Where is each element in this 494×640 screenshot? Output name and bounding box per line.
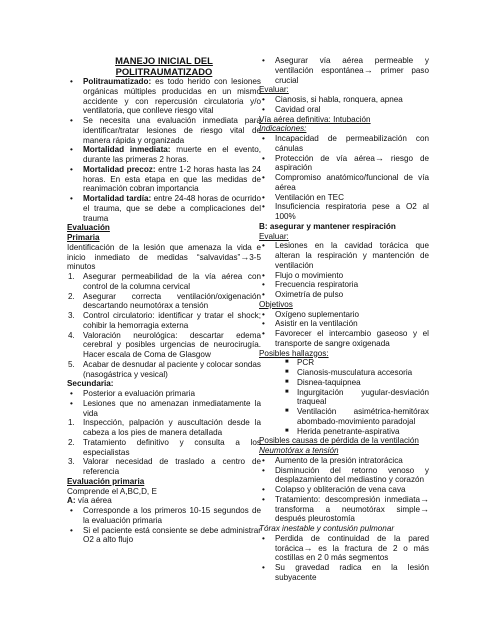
- list-item: • Mortalidad inmediata: muerte en el evento, durante las primeras 2 horas.: [67, 145, 261, 165]
- list-item: • Su gravedad radica en la lesión subyacente: [259, 563, 429, 583]
- evaluar-list: [259, 95, 429, 115]
- list-item: ■ PCR: [259, 358, 429, 368]
- list-item: • Corresponde a los primeros 10-15 segundos de la evaluación primaria: [67, 506, 261, 526]
- objetivos-heading: Objetivos: [259, 299, 293, 309]
- list-item: • Politraumatizado: es todo herido con lesiones orgánicas múltiples producidas en un mismo accidente y con repercusión circulatoria y/o ventilatoria, que conlleve riesgo vital: [67, 77, 261, 116]
- list-item: • Compromiso anatómico/funcional de vía aérea: [259, 173, 429, 193]
- definitions-list: [67, 77, 261, 223]
- top-bullets: [259, 56, 429, 85]
- list-item: • Colapso y obliteración de vena cava: [259, 485, 429, 495]
- list-item: • Flujo o movimiento: [259, 271, 429, 281]
- list-item: 1. Asegurar permeabilidad de la vía aérea con control de la columna cervical: [68, 272, 261, 291]
- primaria-steps: [67, 272, 261, 379]
- list-item: • Posterior a evaluación primaria: [67, 389, 261, 399]
- hallazgos-list: [259, 358, 429, 436]
- right-column: [259, 56, 429, 583]
- list-item: ■ Cianosis-musculatura accesoria: [259, 368, 429, 378]
- list-item: ■ Disnea-taquipnea: [259, 378, 429, 388]
- list-item: • Disminución del retorno venoso y desplazamiento del mediastino y corazón: [259, 466, 429, 486]
- neumotorax-list: [259, 456, 429, 524]
- list-item: ■ Ventilación asimétrica-hemitórax abombado-movimiento paradojal: [259, 407, 429, 427]
- list-item: 2. Tratamiento definitivo y consulta a los especialistas: [68, 437, 261, 457]
- document-title-line-2: POLITRAUMATIZADO: [115, 65, 213, 77]
- list-item: • Lesiones en la cavidad torácica que alteran la respiración y mantención de ventilación: [259, 241, 429, 270]
- arrow-right-icon: →: [303, 542, 313, 553]
- arrow-right-icon: →: [240, 251, 250, 262]
- document-title-line-1: MANEJO INICIAL DEL: [115, 55, 213, 66]
- section-heading-primaria: Primaria: [67, 233, 100, 242]
- list-item: • Oximetría de pulso: [259, 290, 429, 300]
- list-item: • Cavidad oral: [259, 105, 429, 115]
- list-item: • Insuficiencia respiratoria pese a O2 al 100%: [259, 202, 429, 222]
- torax-heading: Tórax inestable y contusión pulmonar: [259, 524, 395, 533]
- list-item: 3. Valorar necesidad de traslado a centro de referencia: [68, 457, 261, 476]
- hallazgos-heading: Posibles hallazgos:: [259, 348, 329, 358]
- list-item: • Incapacidad de permeabilización con cánulas: [259, 134, 429, 154]
- list-item: • Tratamiento: descompresión inmediata→ transforma a neumotórax simple→ después pleurostomía: [259, 495, 429, 524]
- list-item: • Favorecer el intercambio gaseoso y el transporte de sangre oxigenada: [259, 329, 429, 349]
- secundaria-bullets: [67, 389, 261, 418]
- list-item: • Mortalidad tardía: entre 24-48 horas de ocurrido el trauma, que se debe a complicaciones del trauma: [67, 194, 261, 223]
- arrow-right-icon: →: [420, 493, 429, 504]
- section-heading-evaluacion-primaria: Evaluación primaria: [67, 476, 145, 486]
- secundaria-steps: [67, 418, 261, 477]
- arrow-right-icon: →: [363, 64, 373, 75]
- list-item: 2. Asegurar correcta ventilación/oxigenación descartando neumotórax a tensión: [68, 291, 261, 311]
- evaluar-list-2: [259, 241, 429, 300]
- list-item: 1. Inspección, palpación y auscultación desde la cabeza a los pies de manera detallada: [68, 418, 261, 437]
- list-item: • Frecuencia respiratoria: [259, 280, 429, 290]
- section-heading-evaluacion: Evaluación: [67, 223, 110, 233]
- torax-list: [259, 534, 429, 583]
- list-item: 4. Valoración neurológica: descartar edema cerebral y posibles urgencias de neurocirugía. Hacer escala de Coma de Glasgow: [68, 330, 261, 359]
- list-item: • Mortalidad precoz: entre 1-2 horas hasta las 24 horas. En esta etapa en que las medidas de reanimación cobran importancia: [67, 165, 261, 194]
- section-heading-secundaria: Secundaria:: [67, 379, 114, 389]
- a-bullets: [67, 506, 261, 545]
- via-aerea-definitiva-heading: Vía aérea definitiva: Intubación: [259, 114, 371, 124]
- indicaciones-heading: Indicaciones:: [259, 124, 307, 134]
- primaria-intro: Identificación de la lesión que amenaza la vida e inicio inmediato de medidas “salvavidas”→3-5 minutos: [67, 242, 261, 272]
- list-item: • Ventilación en TEC: [259, 193, 429, 203]
- indicaciones-list: [259, 134, 429, 222]
- list-item: 3. Control circulatorio: identificar y tratar el shock; cohibir la hemorragia externa: [68, 311, 261, 330]
- list-item: • Perdida de continuidad de la pared torácica→ es la fractura de 2 o más costillas en 2 0 más segmentos: [259, 534, 429, 563]
- list-item: 5. Acabar de desnudar al paciente y colocar sondas (nasogástrica y vesical): [68, 359, 261, 379]
- list-item: • Asegurar vía aérea permeable y ventilación espontánea→ primer paso crucial: [259, 56, 429, 85]
- a-heading: A: vía aérea: [67, 496, 112, 506]
- b-heading: B: asegurar y mantener respiración: [259, 221, 396, 231]
- causas-heading: Posibles causas de pérdida de la ventilación: [259, 436, 419, 446]
- list-item: • Protección de vía aérea→ riesgo de aspiración: [259, 154, 429, 174]
- comprende-text: Comprende el A,BC,D, E: [67, 486, 157, 496]
- neumotorax-heading: Neumotórax a tensión: [259, 446, 339, 455]
- arrow-right-icon: →: [420, 503, 429, 514]
- list-item: • Se necesita una evaluación inmediata para identificar/tratar lesiones de riesgo vital de manera rápida y organizada: [67, 116, 261, 145]
- list-item: • Cianosis, si habla, ronquera, apnea: [259, 95, 429, 105]
- list-item: • Aumento de la presión intratorácica: [259, 456, 429, 466]
- evaluar-heading-2: Evaluar:: [259, 231, 289, 241]
- arrow-right-icon: →: [374, 152, 384, 163]
- list-item: • Lesiones que no amenazan inmediatamente la vida: [67, 399, 261, 419]
- list-item: • Asistir en la ventilación: [259, 319, 429, 329]
- list-item: ■ Ingurgitación yugular-desviación traqueal: [259, 388, 429, 408]
- list-item: • Oxígeno suplementario: [259, 310, 429, 320]
- left-column: [67, 56, 261, 545]
- evaluar-heading: Evaluar:: [259, 85, 289, 95]
- objetivos-list: [259, 310, 429, 349]
- list-item: • Si el paciente está consiente se debe administrar O2 a alto flujo: [67, 526, 261, 546]
- list-item: ■ Herida penetrante-aspirativa: [259, 427, 429, 437]
